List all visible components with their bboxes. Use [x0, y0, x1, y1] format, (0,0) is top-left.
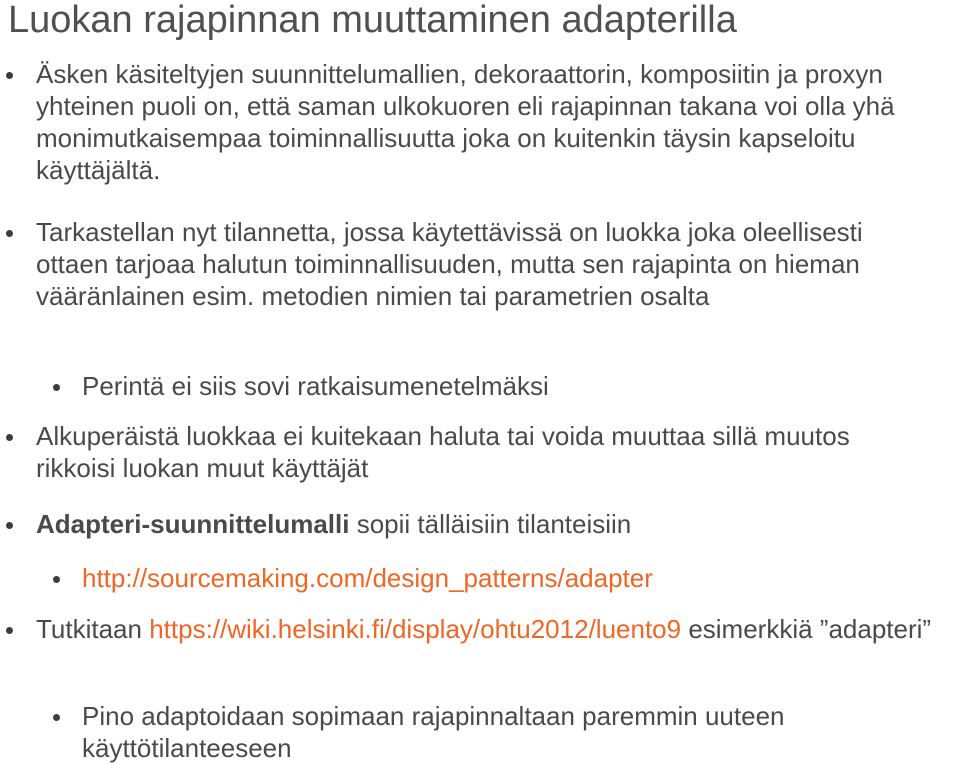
bullet-dot-icon [53, 714, 60, 721]
bullet-dot-icon [53, 576, 60, 583]
bullet-dot-icon [6, 522, 13, 529]
sub-bullet-item [82, 700, 932, 764]
bullet-text: Äsken käsiteltyjen suunnittelumallien, dekoraattorin, komposiitin ja proxyn yhteinen puoli on, että saman ulkokuoren eli rajapinnan takana voi olla yhä monimutkaisempaa toiminnallisuutta joka on kuitenkin täysin kapseloitu käyttäjältä. [36, 59, 895, 185]
bullet-item [36, 420, 936, 484]
slide-title: Luokan rajapinnan muuttaminen adapterilla [8, 0, 737, 41]
bullet-text: Tarkastellan nyt tilannetta, jossa käytettävissä on luokka joka oleellisesti ottaen tarjoaa halutun toiminnallisuuden, mutta sen rajapinta on hieman vääränlainen esim. metodien nimien tai parametrien osalta [36, 217, 863, 311]
bullet-dot-icon [6, 627, 13, 634]
bullet-text: Pino adaptoidaan sopimaan rajapinnaltaan paremmin uuteen käyttötilanteeseen [82, 701, 785, 763]
bullet-item [36, 613, 936, 645]
bullet-text-before: Tutkitaan [36, 614, 150, 644]
bullet-text: Perintä ei siis sovi ratkaisumenetelmäksi [82, 371, 549, 401]
bullet-dot-icon [6, 434, 13, 441]
pattern-name: Adapteri-suunnittelumalli [36, 509, 350, 539]
bullet-item [36, 58, 936, 186]
sub-bullet-item [82, 562, 932, 594]
bullet-text: Alkuperäistä luokkaa ei kuitekaan haluta tai voida muuttaa sillä muutos rikkoisi luokan muut käyttäjät [36, 421, 850, 483]
bullet-dot-icon [6, 230, 13, 237]
bullet-dot-icon [6, 72, 13, 79]
bullet-item [36, 216, 936, 312]
bullet-dot-icon [53, 384, 60, 391]
bullet-text-after: esimerkkiä ”adapteri” [681, 614, 932, 644]
sub-bullet-item [82, 370, 932, 402]
bullet-item [36, 508, 936, 540]
bullet-text: sopii tälläisiin tilanteisiin [349, 509, 632, 539]
wiki-link[interactable]: https://wiki.helsinki.fi/display/ohtu2012/luento9 [149, 614, 682, 644]
sourcemaking-link[interactable]: http://sourcemaking.com/design_patterns/adapter [82, 563, 653, 593]
